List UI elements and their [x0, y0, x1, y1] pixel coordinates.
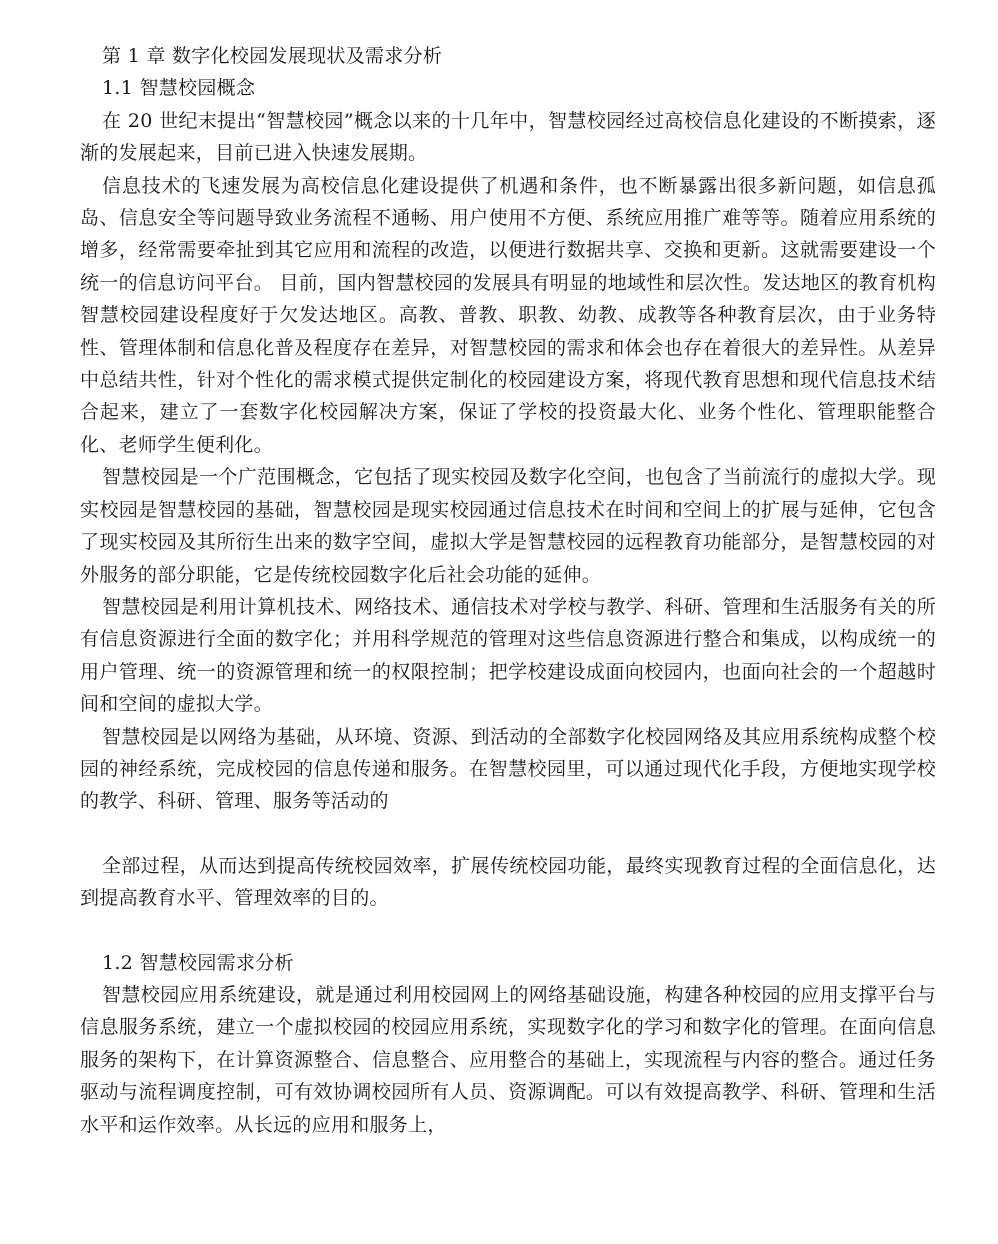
paragraph: 智慧校园应用系统建设，就是通过利用校园网上的网络基础设施，构建各种校园的应用支撑平台与信息服务系统，建立一个虚拟校园的校园应用系统，实现数字化的学习和数字化的管理。在面向信息服务的架构下，在计算资源整合、信息整合、应用整合的基础上，实现流程与内容的整合。通过任务驱动与流程调度控制，可有效协调校园所有人员、资源调配。可以有效提高教学、科研、管理和生活水平和运作效率。从长远的应用和服务上，: [80, 983, 936, 1136]
paragraph: 智慧校园是利用计算机技术、网络技术、通信技术对学校与教学、科研、管理和生活服务有关的所有信息资源进行全面的数字化；并用科学规范的管理对这些信息资源进行整合和集成，以构成统一的用户管理、统一的资源管理和统一的权限控制；把学校建设成面向校园内，也面向社会的一个超越时间和空间的虚拟大学。: [80, 595, 936, 716]
paragraph: 在 20 世纪末提出“智慧校园”概念以来的十几年中，智慧校园经过高校信息化建设的不断摸索，逐渐的发展起来，目前已进入快速发展期。: [80, 109, 936, 165]
section-title-1-2: 1.2 智慧校园需求分析: [102, 951, 294, 974]
section-gap: [80, 915, 936, 947]
chapter-title: 第 1 章 数字化校园发展现状及需求分析: [102, 45, 443, 67]
document-page: [80, 40, 936, 1141]
section-title-1-1: 1.1 智慧校园概念: [102, 77, 256, 100]
paragraph: 全部过程，从而达到提高传统校园效率，扩展传统校园功能，最终实现教育过程的全面信息化，达到提高教育水平、管理效率的目的。: [80, 854, 936, 910]
paragraph: 智慧校园是以网络为基础，从环境、资源、到活动的全部数字化校园网络及其应用系统构成整个校园的神经系统，完成校园的信息传递和服务。在智慧校园里，可以通过现代化手段，方便地实现学校的教学、科研、管理、服务等活动的: [80, 725, 936, 813]
paragraph: 信息技术的飞速发展为高校信息化建设提供了机遇和条件，也不断暴露出很多新问题，如信息孤岛、信息安全等问题导致业务流程不通畅、用户使用不方便、系统应用推广难等等。随着应用系统的增多，经常需要牵扯到其它应用和流程的改造，以便进行数据共享、交换和更新。这就需要建设一个统一的信息访问平台。 目前，国内智慧校园的发展具有明显的地域性和层次性。发达地区的教育机构智慧校园建设程度好于欠发达地区。高教、普教、职教、幼教、成教等各种教育层次，由于业务特性、管理体制和信息化普及程度存在差异，对智慧校园的需求和体会也存在着很大的差异性。从差异中总结共性，针对个性化的需求模式提供定制化的校园建设方案，将现代教育思想和现代信息技术结合起来，建立了一套数字化校园解决方案，保证了学校的投资最大化、业务个性化、管理职能整合化、老师学生便利化。: [80, 174, 936, 456]
paragraph-gap: [80, 818, 936, 850]
paragraph: 智慧校园是一个广范围概念，它包括了现实校园及数字化空间，也包含了当前流行的虚拟大学。现实校园是智慧校园的基础，智慧校园是现实校园通过信息技术在时间和空间上的扩展与延伸，它包含了现实校园及其所衍生出来的数字空间，虚拟大学是智慧校园的远程教育功能部分，是智慧校园的对外服务的部分职能，它是传统校园数字化后社会功能的延伸。: [80, 466, 936, 586]
